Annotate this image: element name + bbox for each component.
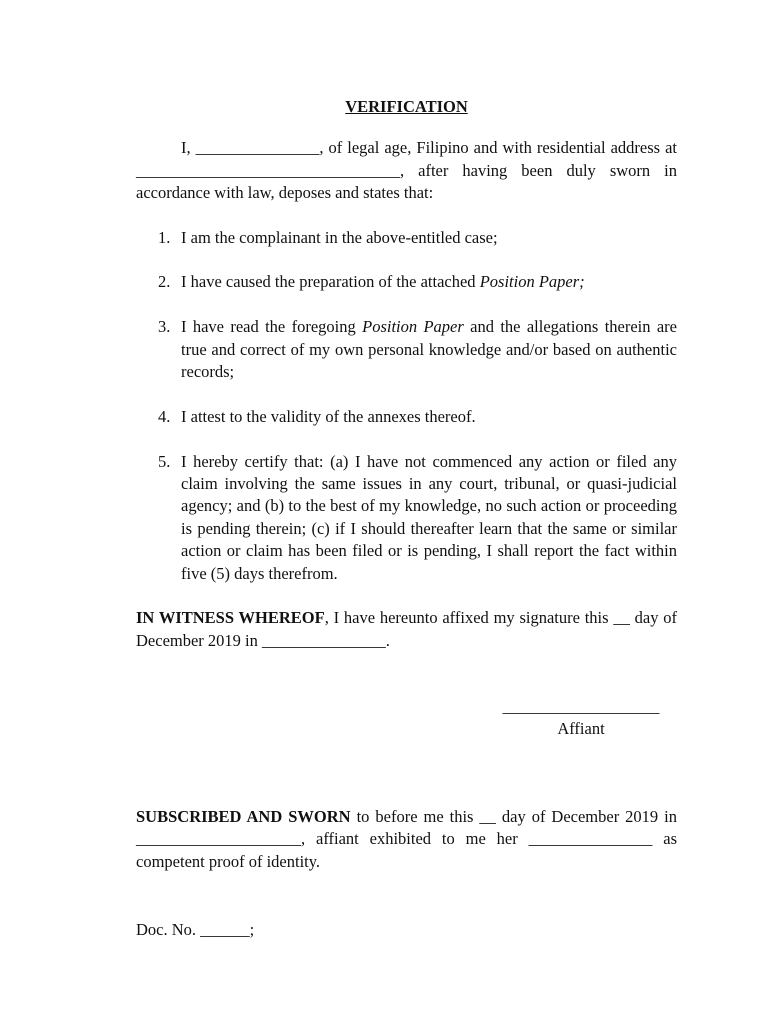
- list-item: [136, 406, 677, 428]
- item-text: I have caused the preparation of the attached: [181, 272, 480, 292]
- item-number: 3.: [158, 317, 171, 337]
- intro-paragraph: I, _______________, of legal age, Filipino and with residential address at ________________________________, after having been duly sworn in accordance with law, deposes and states that:: [136, 138, 677, 203]
- doc-number: Doc. No. ______;: [136, 920, 255, 939]
- witness-paragraph: [136, 607, 677, 652]
- jurat-paragraph: [136, 806, 677, 873]
- item-text: I have read the foregoing: [181, 317, 363, 337]
- item-text: I am the complainant in the above-entitled case;: [181, 227, 498, 247]
- witness-heading: IN WITNESS WHEREOF: [136, 608, 325, 628]
- statement-list: [136, 227, 677, 585]
- list-item: [136, 227, 677, 249]
- item-text-rest: and the allegations therein are true and correct of my own personal knowledge and/or based on authentic records;: [181, 317, 677, 382]
- affiant-label: Affiant: [557, 719, 605, 739]
- item-text: I hereby certify that: (a) I have not commenced any action or filed any claim involving the same issues in any court, tribunal, or quasi-judicial agency; and (b) to the best of my knowledge, no such action or proceeding is pending therein; (c) if I should thereafter learn that the same or similar action or claim has been filed or is pending, I shall report the fact within five (5) days therefrom.: [181, 451, 677, 583]
- signature-line: ___________________: [502, 697, 660, 716]
- list-item: [136, 451, 677, 585]
- item-number: 2.: [158, 272, 171, 292]
- signature-block: [496, 696, 666, 741]
- witness-text: , I have hereunto affixed my signature this __ day of December 2019 in _______________.: [136, 608, 677, 650]
- item-emphasis: Position Paper: [362, 317, 464, 337]
- item-number: 1.: [158, 227, 171, 247]
- document-page: [136, 96, 677, 939]
- list-item: [136, 271, 677, 293]
- item-text: I attest to the validity of the annexes thereof.: [181, 406, 476, 426]
- list-item: [136, 316, 677, 383]
- jurat-heading: SUBSCRIBED AND SWORN: [136, 807, 351, 826]
- item-number: 5.: [158, 451, 171, 471]
- document-title: VERIFICATION: [345, 97, 468, 116]
- item-number: 4.: [158, 406, 171, 426]
- item-emphasis: Position Paper;: [479, 272, 585, 292]
- jurat-text: to before me this __ day of December 2019 in ____________________, affiant exhibited to me her _______________ as competent proof of identity.: [136, 807, 677, 871]
